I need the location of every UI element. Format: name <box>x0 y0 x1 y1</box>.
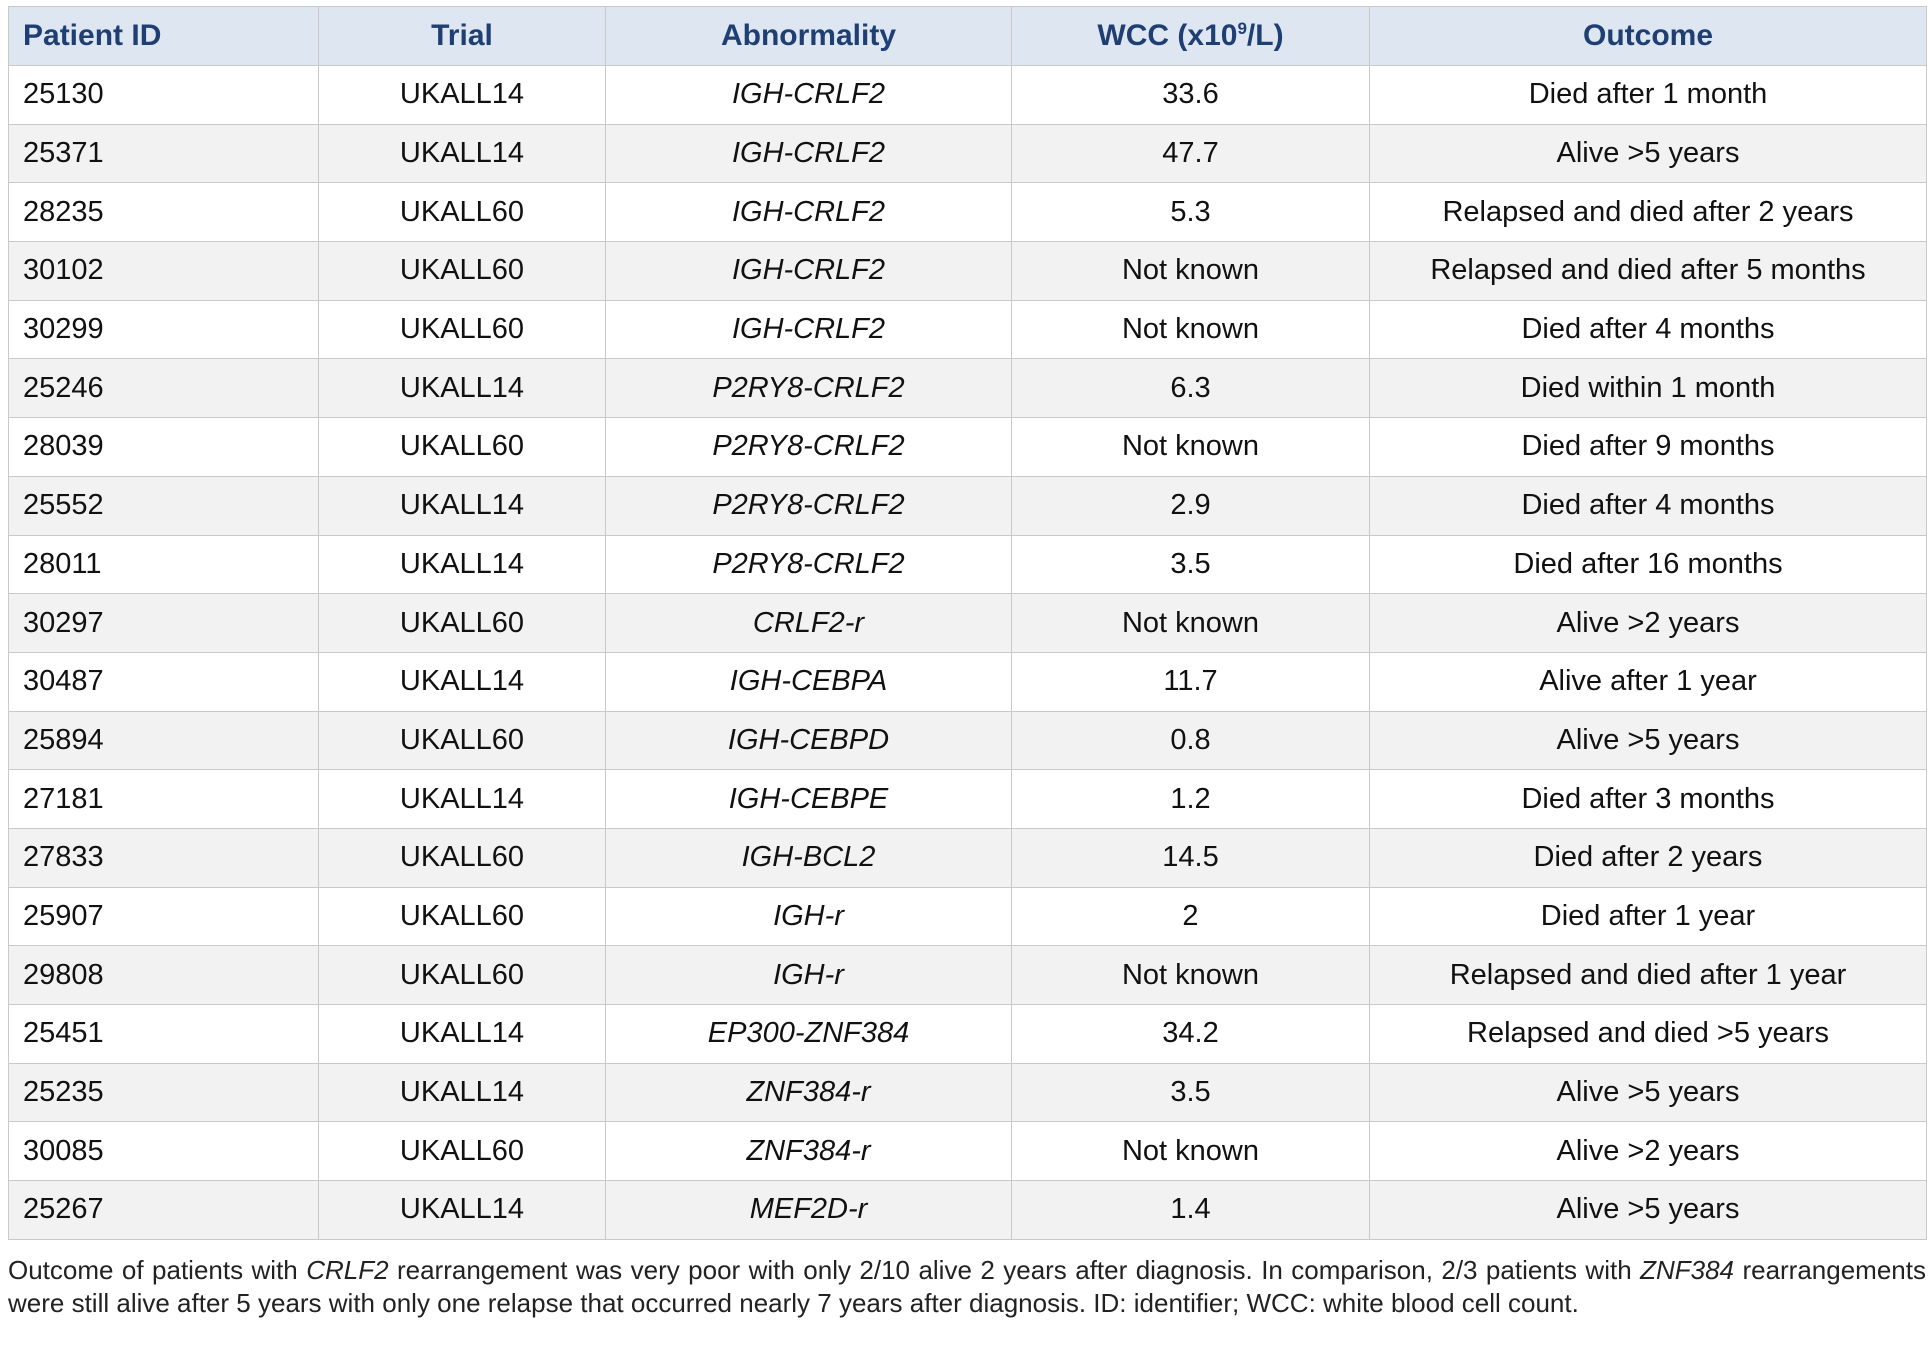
cell-wcc: Not known <box>1012 946 1370 1005</box>
cell-wcc: Not known <box>1012 1122 1370 1181</box>
caption-part-2: rearrangement was very poor with only 2/10 alive 2 years after diagnosis. In comparison, 2/3 patients with <box>388 1255 1641 1285</box>
cell-abnormality: IGH-CEBPD <box>606 711 1012 770</box>
cell-trial: UKALL60 <box>319 711 606 770</box>
header-outcome: Outcome <box>1370 7 1927 66</box>
cell-trial: UKALL60 <box>319 300 606 359</box>
cell-wcc: 3.5 <box>1012 535 1370 594</box>
cell-patient-id: 28039 <box>9 418 319 477</box>
table-row <box>9 300 1927 359</box>
table-row <box>9 1063 1927 1122</box>
cell-patient-id: 25894 <box>9 711 319 770</box>
cell-wcc: 5.3 <box>1012 183 1370 242</box>
cell-patient-id: 28235 <box>9 183 319 242</box>
cell-abnormality: MEF2D-r <box>606 1181 1012 1240</box>
cell-abnormality: EP300-ZNF384 <box>606 1005 1012 1064</box>
table-row <box>9 1005 1927 1064</box>
cell-wcc: Not known <box>1012 594 1370 653</box>
cell-outcome: Died after 9 months <box>1370 418 1927 477</box>
cell-patient-id: 25552 <box>9 476 319 535</box>
cell-wcc: 14.5 <box>1012 828 1370 887</box>
cell-abnormality: IGH-BCL2 <box>606 828 1012 887</box>
table-row <box>9 535 1927 594</box>
cell-wcc: Not known <box>1012 242 1370 301</box>
cell-abnormality: IGH-r <box>606 946 1012 1005</box>
cell-abnormality: IGH-CRLF2 <box>606 183 1012 242</box>
table-row <box>9 828 1927 887</box>
cell-wcc: 2 <box>1012 887 1370 946</box>
cell-wcc: 2.9 <box>1012 476 1370 535</box>
table-row <box>9 1122 1927 1181</box>
cell-outcome: Died after 4 months <box>1370 476 1927 535</box>
caption-part-1: Outcome of patients with <box>8 1255 307 1285</box>
cell-outcome: Alive >2 years <box>1370 1122 1927 1181</box>
cell-trial: UKALL14 <box>319 1063 606 1122</box>
cell-outcome: Died after 4 months <box>1370 300 1927 359</box>
table-row <box>9 711 1927 770</box>
table-header <box>9 7 1927 66</box>
cell-patient-id: 25371 <box>9 124 319 183</box>
cell-patient-id: 28011 <box>9 535 319 594</box>
cell-wcc: Not known <box>1012 300 1370 359</box>
cell-trial: UKALL14 <box>319 476 606 535</box>
cell-abnormality: IGH-CRLF2 <box>606 300 1012 359</box>
cell-wcc: Not known <box>1012 418 1370 477</box>
cell-abnormality: IGH-CRLF2 <box>606 124 1012 183</box>
cell-trial: UKALL14 <box>319 770 606 829</box>
cell-trial: UKALL60 <box>319 946 606 1005</box>
cell-abnormality: IGH-r <box>606 887 1012 946</box>
cell-wcc: 47.7 <box>1012 124 1370 183</box>
table-row <box>9 124 1927 183</box>
cell-patient-id: 25451 <box>9 1005 319 1064</box>
table-row <box>9 242 1927 301</box>
cell-outcome: Relapsed and died after 1 year <box>1370 946 1927 1005</box>
cell-outcome: Alive after 1 year <box>1370 652 1927 711</box>
cell-trial: UKALL60 <box>319 183 606 242</box>
cell-abnormality: IGH-CEBPE <box>606 770 1012 829</box>
cell-wcc: 6.3 <box>1012 359 1370 418</box>
patient-outcome-table <box>8 6 1927 1240</box>
cell-patient-id: 29808 <box>9 946 319 1005</box>
cell-trial: UKALL60 <box>319 828 606 887</box>
cell-abnormality: IGH-CRLF2 <box>606 66 1012 125</box>
cell-wcc: 1.2 <box>1012 770 1370 829</box>
patient-table-container <box>8 6 1926 1240</box>
cell-outcome: Alive >5 years <box>1370 124 1927 183</box>
table-row <box>9 1181 1927 1240</box>
cell-abnormality: IGH-CRLF2 <box>606 242 1012 301</box>
header-abnormality: Abnormality <box>606 7 1012 66</box>
header-wcc-prefix: WCC (x10 <box>1097 19 1238 52</box>
cell-outcome: Died after 1 month <box>1370 66 1927 125</box>
table-row <box>9 359 1927 418</box>
cell-outcome: Died within 1 month <box>1370 359 1927 418</box>
cell-trial: UKALL14 <box>319 66 606 125</box>
table-caption <box>8 1254 1926 1320</box>
cell-outcome: Died after 1 year <box>1370 887 1927 946</box>
table-row <box>9 183 1927 242</box>
cell-patient-id: 30102 <box>9 242 319 301</box>
cell-patient-id: 25246 <box>9 359 319 418</box>
cell-outcome: Relapsed and died after 5 months <box>1370 242 1927 301</box>
cell-abnormality: P2RY8-CRLF2 <box>606 476 1012 535</box>
cell-wcc: 3.5 <box>1012 1063 1370 1122</box>
cell-abnormality: P2RY8-CRLF2 <box>606 418 1012 477</box>
cell-abnormality: P2RY8-CRLF2 <box>606 359 1012 418</box>
cell-patient-id: 27833 <box>9 828 319 887</box>
table-body <box>9 66 1927 1240</box>
table-row <box>9 594 1927 653</box>
cell-abnormality: ZNF384-r <box>606 1122 1012 1181</box>
cell-wcc: 33.6 <box>1012 66 1370 125</box>
cell-wcc: 1.4 <box>1012 1181 1370 1240</box>
cell-patient-id: 30487 <box>9 652 319 711</box>
cell-wcc: 0.8 <box>1012 711 1370 770</box>
header-wcc-superscript: 9 <box>1237 19 1247 38</box>
cell-wcc: 34.2 <box>1012 1005 1370 1064</box>
caption-part-3: rearrangements were still alive after 5 years with only one relapse that occurred nearly 7 years after diagnosis. ID: identifier; WCC: white blood cell count. <box>8 1255 1926 1318</box>
cell-outcome: Alive >2 years <box>1370 594 1927 653</box>
cell-outcome: Died after 16 months <box>1370 535 1927 594</box>
cell-trial: UKALL60 <box>319 594 606 653</box>
cell-trial: UKALL60 <box>319 242 606 301</box>
table-row <box>9 476 1927 535</box>
cell-patient-id: 25267 <box>9 1181 319 1240</box>
cell-outcome: Alive >5 years <box>1370 1063 1927 1122</box>
cell-trial: UKALL14 <box>319 359 606 418</box>
cell-abnormality: IGH-CEBPA <box>606 652 1012 711</box>
cell-outcome: Relapsed and died >5 years <box>1370 1005 1927 1064</box>
header-patient-id: Patient ID <box>9 7 319 66</box>
cell-patient-id: 30085 <box>9 1122 319 1181</box>
cell-wcc: 11.7 <box>1012 652 1370 711</box>
cell-outcome: Alive >5 years <box>1370 711 1927 770</box>
cell-trial: UKALL60 <box>319 1122 606 1181</box>
table-row <box>9 887 1927 946</box>
cell-patient-id: 30297 <box>9 594 319 653</box>
header-wcc <box>1012 7 1370 66</box>
cell-trial: UKALL14 <box>319 535 606 594</box>
cell-outcome: Relapsed and died after 2 years <box>1370 183 1927 242</box>
table-row <box>9 770 1927 829</box>
cell-outcome: Died after 2 years <box>1370 828 1927 887</box>
table-row <box>9 946 1927 1005</box>
cell-patient-id: 27181 <box>9 770 319 829</box>
cell-trial: UKALL14 <box>319 1181 606 1240</box>
cell-abnormality: CRLF2-r <box>606 594 1012 653</box>
cell-abnormality: P2RY8-CRLF2 <box>606 535 1012 594</box>
header-wcc-suffix: /L) <box>1246 19 1284 52</box>
table-row <box>9 652 1927 711</box>
cell-trial: UKALL60 <box>319 887 606 946</box>
cell-patient-id: 25130 <box>9 66 319 125</box>
cell-patient-id: 25907 <box>9 887 319 946</box>
cell-outcome: Died after 3 months <box>1370 770 1927 829</box>
cell-abnormality: ZNF384-r <box>606 1063 1012 1122</box>
header-trial: Trial <box>319 7 606 66</box>
header-row <box>9 7 1927 66</box>
caption-gene-1: CRLF2 <box>306 1255 389 1285</box>
cell-trial: UKALL14 <box>319 124 606 183</box>
cell-patient-id: 25235 <box>9 1063 319 1122</box>
cell-trial: UKALL60 <box>319 418 606 477</box>
table-row <box>9 66 1927 125</box>
cell-outcome: Alive >5 years <box>1370 1181 1927 1240</box>
caption-gene-2: ZNF384 <box>1640 1255 1735 1285</box>
table-row <box>9 418 1927 477</box>
cell-trial: UKALL14 <box>319 652 606 711</box>
cell-patient-id: 30299 <box>9 300 319 359</box>
cell-trial: UKALL14 <box>319 1005 606 1064</box>
